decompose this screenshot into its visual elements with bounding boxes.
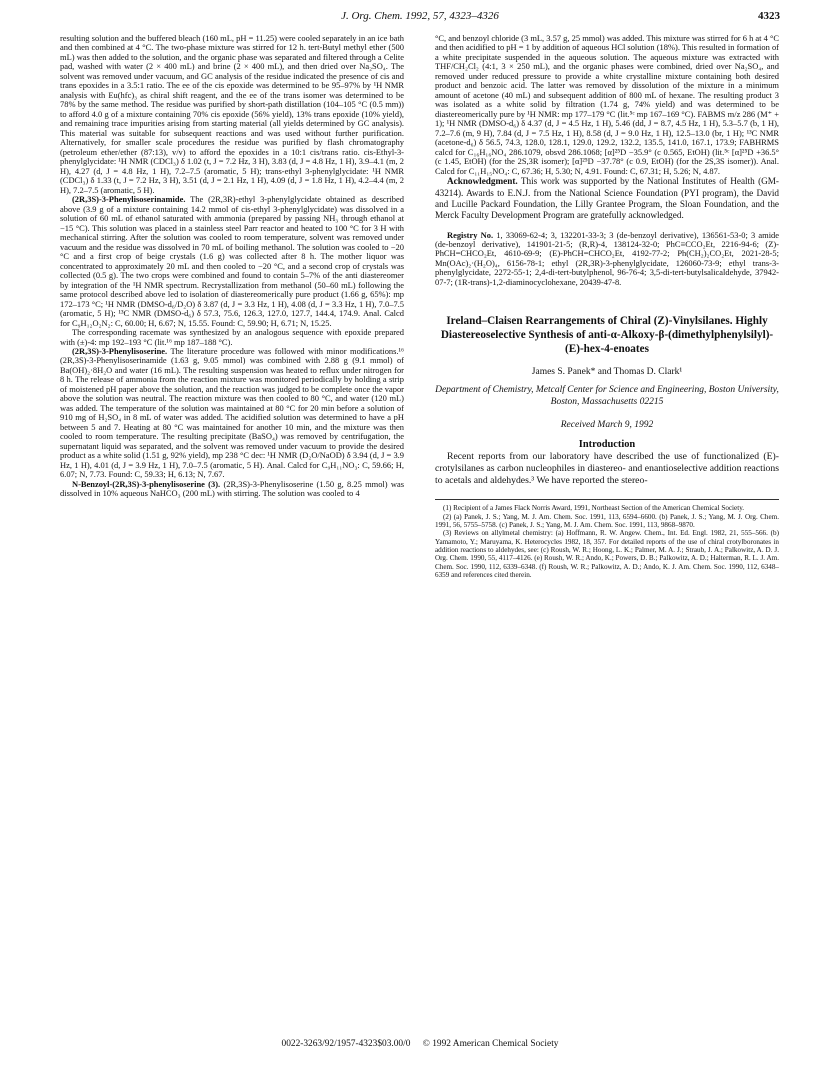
acknowledgment-text: This work was supported by the National Institutes of Health (GM-43214). Awards to E.N.J. from the National Science Foundation (PYI program), the David and Lucille Packard Foundation, the Lilly Grantee Program, the Sloan Foundation, and the Merck Faculty Development Program are gratefully acknowledged.: [435, 176, 779, 221]
page-number: 4323: [758, 10, 780, 22]
registry-text: 1, 33069-62-4; 3, 132201-33-3; 3 (de-benzoyl derivative), 136561-53-0; 3 amide (de-benzoyl derivative), 141901-21-5; (R,R)-4, 138124-32-0; PhC≡CCO₂Et, 2216-94-6; (Z)-PhCH=CHCO₂Et, 4610-69-9; (E)-PhCH=CHCO₂Et, 4192-77-2; Ph(CH₂)₂CO₂Et, 2021-28-5; Mn(OAc)₂·(H₂O)₄, 6156-78-1; ethyl (2R,3R)-3-phenylglycidate, 126060-73-9; ethyl trans-3-phenylglycidate, 2272-55-1; 2,4-di-tert-butylphenol, 96-76-4; 3,5-di-tert-butylsalicaldehyde, 37942-07-7; (1R-trans)-1,2-diaminocyclohexane, 20439-47-8.: [435, 229, 780, 287]
footnote: (3) Reviews on allylmetal chemistry: (a) Hoffmann, R. W. Angew. Chem., Int. Ed. Engl. 1982, 21, 555–566. (b) Yamamoto, Y.; Maruyama, K. Heterocycles 1982, 18, 357. For detailed reports of the use of chiral crotylboronates in addition reactions to aldehydes, see: (c) Roush, W. R.; Hoong, L. K.; Palmer, M. A. J.; Straub, J. A.; Palkowitz, A. D. J. Org. Chem. 1990, 55, 4117–4126. (e) Roush, W. R.; Ando, K.; Powers, D. B.; Palkowitz, A. D.; Halterman, R. L. J. Am. Chem. Soc. 1990, 112, 6339–6348. (f) Roush, W. R.; Palkowitz, A. D.; Ando, K. J. Am. Chem. Soc. 1990, 112, 6348–6359 and references cited therein.: [435, 529, 779, 580]
author-affiliation: Department of Chemistry, Metcalf Center for Science and Engineering, Boston University, Boston, Massachusetts 02215: [435, 385, 779, 407]
article-title-block: [435, 315, 779, 430]
acknowledgment-paragraph: [435, 176, 779, 221]
registry-heading: Registry No.: [447, 229, 494, 240]
registry-paragraph: [435, 231, 779, 288]
paragraph-phenylisoserinamide: [60, 195, 404, 328]
journal-citation: J. Org. Chem. 1992, 57, 4323–4326: [341, 10, 499, 22]
acknowledgment-section: [435, 176, 779, 221]
paragraph-benzoyl-phenylisoserine: [60, 480, 404, 499]
section-run-in-heading: (2R,3S)-3-Phenylisoserinamide.: [72, 194, 186, 205]
copyright-notice: © 1992 American Chemical Society: [422, 1039, 559, 1049]
footnote: (1) Recipient of a James Flack Norris Award, 1991, Northeast Section of the American Chemical Society.: [443, 504, 745, 513]
article-code: 0022-3263/92/1957-4323$03.00/0: [281, 1039, 411, 1049]
introduction-heading: Introduction: [578, 439, 636, 451]
paragraph-benzoylation-continued: °C, and benzoyl chloride (3 mL, 3.57 g, 25 mmol) was added. This mixture was stirred for 6 h at 4 °C and then acidified to pH = 1 by addition of aqueous HCl solution (18%). This resulted in formation of a white precipitate suspended in the aqueous solution. The aqueous mixture was extracted with THF/CH₂Cl₂ (4:1, 3 × 250 mL), and the organic phases were combined, dried over Na₂SO₄, and removed under reduced pressure to provide a white crystalline mixture containing both desired product and benzoic acid. The latter was removed by dissolution of the mixture in a minimum amount of acetone (40 mL) and subsequent addition of 800 mL of hexane. The resulting product 3 was isolated as a white solid by filtration (1.74 g, 74% yield) and was determined to be diastereomerically pure by ¹H NMR: mp 177–179 °C (lit.⁵ᶜ mp 167–169 °C). FABMS m/z 286 (M⁺ + 1); ¹H NMR (DMSO-d₆) δ 4.37 (d, J = 4.5 Hz, 1 H), 5.46 (dd, J = 8.7, 4.5 Hz, 1 H), 5.3–5.7 (b, 1 H), 7.2–7.6 (m, 9 H), 7.84 (d, J = 7.5 Hz, 1 H), 8.58 (d, J = 9.0 Hz, 1 H), 12.5–13.0 (br, 1 H); ¹³C NMR (acetone-d₆) δ 56.5, 74.3, 128.0, 128.1, 129.0, 129.2, 132.2, 135.5, 141.0, 167.1, 173.9; FABHRMS calcd for C₁₆H₁₆NO₄ 286.1079, obsvd 286.1068; [α]²⁵D −35.9° (c 0.565, EtOH) (lit.⁵ᶜ [α]²⁵D +36.5° (c 1.45, EtOH) (for the 2S,3R isomer); [α]²⁵D −37.78° (c 0.9, EtOH) (for the 2S,3S isomer)). Anal. Calcd for C₁₁H₁₅NO₄: C, 67.36; H, 5.30; N, 4.91. Found: C, 67.31; H, 5.26; N, 4.87.: [435, 33, 779, 176]
right-column: [435, 34, 779, 1030]
introduction-section: [435, 451, 779, 487]
paragraph-phenylisoserine: [60, 347, 404, 480]
introduction-paragraph: Recent reports from our laboratory have described the use of functionalized (E)-crotylsilanes as carbon nucleophiles in diastereo- and enantioselective addition reactions to acetals and aldehydes.³ We have reported the stereo-: [435, 450, 779, 487]
left-column: [60, 34, 404, 1030]
section-run-in-heading: (2R,3S)-3-Phenylisoserine.: [72, 345, 168, 356]
article-title: Ireland–Claisen Rearrangements of Chiral (Z)-Vinylsilanes. Highly Diastereoselective Synthesis of anti-α-Alkoxy-β-(dimethylphenylsilyl)-(E)-hex-4-enoates: [440, 315, 774, 355]
received-date: Received March 9, 1992: [560, 419, 654, 430]
article-authors: James S. Panek* and Thomas D. Clark¹: [531, 366, 683, 377]
registry-section: [435, 231, 779, 288]
paragraph-text: The literature procedure was followed with minor modifications.¹⁶ (2R,3S)-3-Phenylisoserinamide (1.63 g, 9.05 mmol) was combined with 2.88 g (9.1 mmol) of Ba(OH)₂·8H₂O and water (16 mL). The resulting suspension was heated to reflux under nitrogen for 8 h. The release of ammonia from the reaction mixture was monitored periodically by holding a strip of moistened pH paper above the solution, and the reaction was judged to be complete once the vapor above the solution was neutral. The reaction mixture was then cooled to 80 °C, and water (120 mL) was added. The temperature of the solution was maintained at 80 °C for 20 min before a solution of 910 mg of H₂SO₄ in 8 mL of water was added. The acidified solution was determined to have a pH between 5 and 7. Heating at 80 °C was maintained for another 10 min, and the mixture was then cooled to room temperature. The resulting precipitate (BaSO₄) was removed by centrifugation, the supernatant liquid was separated, and the solvent was removed under vacuum to provide the desired product as a white solid (1.51 g, 92% yield), mp 238 °C dec: ¹H NMR (D₂O/NaOD) δ 3.94 (d, J = 3.9 Hz, 1 H), 4.01 (d, J = 3.9 Hz, 1 H), 7.0–7.5 (aromatic, 5 H). Anal. Calcd for C₉H₁₁NO₃: C, 59.66; H, 6.07; N, 7.73. Found: C, 59.33; H, 6.13; N, 7.67.: [60, 345, 404, 480]
footnote: (2) (a) Panek, J. S.; Yang, M. J. Am. Chem. Soc. 1991, 113, 6594–6600. (b) Panek, J. S.; Yang, M. J. Org. Chem. 1991, 56, 5755–5758. (c) Panek, J. S.; Yang, M. J. Am. Chem. Soc. 1991, 113, 9868–9870.: [435, 512, 779, 529]
paragraph-text: The (2R,3R)-ethyl 3-phenylglycidate obtained as described above (3.9 g of a mixture containing 14.2 mmol of cis-ethyl 3-phenylglycidate) was dissolved in a solution of 60 mL of ethanol saturated with ammonia (prepared by passing NH₃ through ethanol at −15 °C). This solution was placed in a stainless steel Parr reactor and heated to 100 °C for 3 H with mechanical stirring. After the solution was cooled to room temperature, solvent was removed under vacuum and the residue was dissolved in 70 mL of boiling methanol. The solution was cooled to −20 °C and a first crop of beige crystals (1.6 g) was collected after 8 h. The mother liquor was concentrated to approximately 20 mL and then cooled to −20 °C, and a second crop of crystals was collected (0.5 g). The two crops were combined and found to contain 5–7% of the anti diastereomer by integration of the ¹H NMR spectrum. Recrystallization from methanol (50–60 mL) following the same protocol described above led to isolation of diastereomerically pure product (1.66 g, 65%): mp 172–173 °C; ¹H NMR (DMSO-d₆/D₂O) δ 3.87 (d, J = 3.3 Hz, 1 H), 4.08 (d, J = 3.3 Hz, 1 H), 7.0–7.5 (aromatic, 5 H); ¹³C NMR (DMSO-d₆) δ 57.3, 75.6, 126.3, 127.0, 127.7, 144.4, 174.9. Anal. Calcd for C₉H₁₂O₂N₂: C, 60.00; H, 6.67; N, 15.55. Found: C, 59.90; H, 6.71; N, 15.25.: [60, 194, 404, 328]
paragraph-text: (2R,3S)-3-Phenylisoserine (1.50 g, 8.25 mmol) was dissolved in 10% aqueous NaHCO₃ (200 mL) with stirring. The solution was cooled to 4: [60, 478, 405, 499]
page-footer: [60, 1039, 780, 1053]
running-header: [60, 10, 780, 26]
footnotes: [435, 499, 779, 579]
acknowledgment-heading: Acknowledgment.: [447, 176, 518, 187]
section-run-in-heading: N-Benzoyl-(2R,3S)-3-phenylisoserine (3).: [72, 478, 221, 489]
paragraph-racemate: The corresponding racemate was synthesized by an analogous sequence with epoxide prepared with (±)-4: mp 192–193 °C (lit.¹⁶ mp 187–188 °C).: [60, 327, 404, 347]
paragraph-epoxidation-workup: resulting solution and the buffered bleach (160 mL, pH = 11.25) were cooled separately in an ice bath and then combined at 4 °C. The two-phase mixture was stirred for 12 h. tert-Butyl methyl ether (500 mL) was then added to the solution, and the organic phase was separated and filtered through a Celite pad, washed with water (2 × 400 mL) and brine (2 × 400 mL), and then dried over Na₂SO₄. The solvent was removed under vacuum, and GC analysis of the residue indicated the presence of cis and trans epoxides in a 3.5:1 ratio. The ee of the cis epoxide was determined to be 95–97% by ¹H NMR analysis with Eu(hfc)₃ as chiral shift reagent, and the ee of the trans isomer was determined to be 78% by the same method. The residue was purified by short-path distillation (104–105 °C (0.5 mm)) to afford 4.0 g of a mixture containing 70% cis epoxide (56% yield), 13% trans epoxide (10% yield), and remaining trace impurities arising from starting material (all yields determined by GC analysis). This material was suitable for subsequent reactions and was used without further purification. Alternatively, for smaller scale procedures the residue was purified by flash chromatography (petroleum ether/ether (87:13), v/v) to afford the epoxides in a 10:1 cis/trans ratio. cis-Ethyl-3-phenylglycidate: ¹H NMR (CDCl₃) δ 1.02 (t, J = 7.2 Hz, 3 H), 3.83 (d, J = 4.8 Hz, 1 H), 3.9–4.1 (m, 2 H), 4.27 (d, J = 4.8 Hz, 1 H), 7.2–7.5 (aromatic, 5 H); trans-ethyl 3-phenylglycidate: ¹H NMR (CDCl₃) δ 1.33 (t, J = 7.2 Hz, 3 H), 3.51 (d, J = 2.1 Hz, 1 H), 4.09 (d, J = 1.8 Hz, 1 H), 4.2–4.4 (m, 2 H), 7.2–7.5 (aromatic, 5 H).: [60, 33, 404, 195]
